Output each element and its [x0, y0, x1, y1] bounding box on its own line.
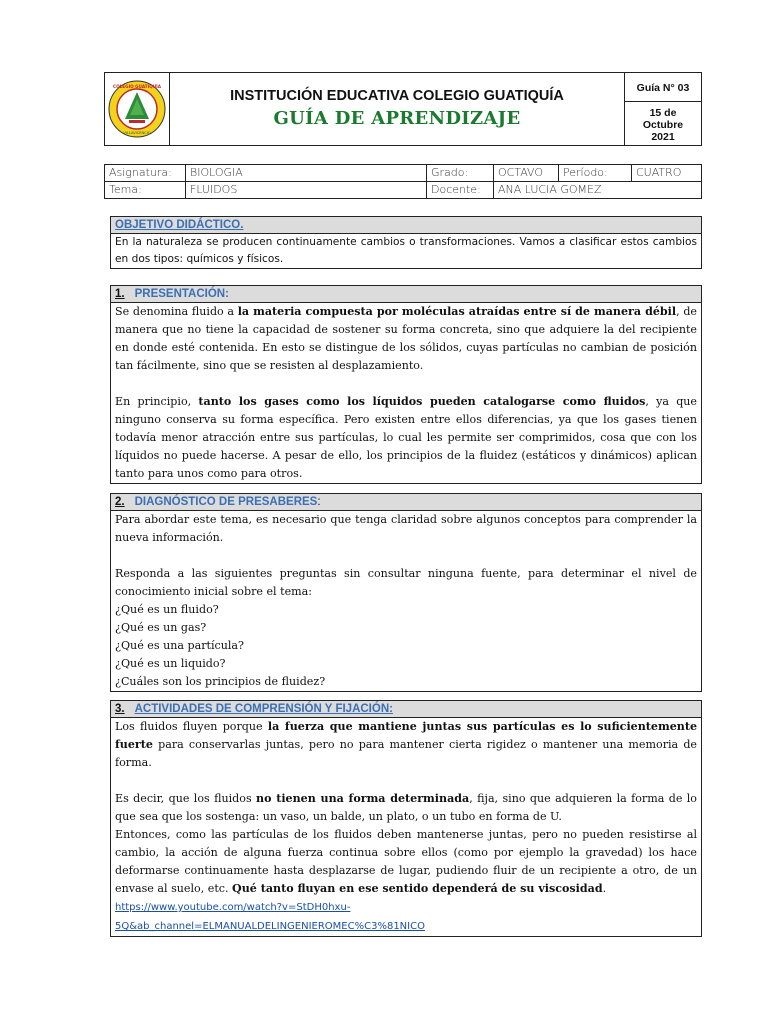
objective-section — [110, 216, 702, 269]
subject-value: BIOLOGIA — [186, 165, 427, 182]
bold-run: Qué tanto fluyan en ese sentido dependerá de su viscosidad — [232, 882, 603, 895]
grade-label: Grado: — [427, 165, 494, 182]
text-run: , de manera que no tiene la capacidad de sostener su forma concreta, sino que adquiere la del recipiente en donde esté contenida. En esto se distingue de los sólidos, cuyas partículas no cambian de posición tan fácilmente, sino que se resisten al desplazamiento. — [115, 305, 697, 372]
activities-header — [111, 701, 701, 718]
subject-label: Asignatura: — [105, 165, 186, 182]
date-line-3: 2021 — [651, 131, 675, 143]
activities-paragraph-2 — [115, 790, 697, 826]
text-run: Los fluidos fluyen porque — [115, 720, 268, 733]
diagnostic-instruction: Responda a las siguientes preguntas sin consultar ninguna fuente, para determinar el nivel de conocimiento inicial sobre el tema: — [115, 567, 697, 598]
guide-title: GUÍA DE APRENDIZAJE — [273, 108, 521, 129]
school-logo-icon — [107, 79, 167, 139]
period-label: Período: — [559, 165, 632, 182]
bold-run: la materia compuesta por moléculas atraídas entre sí de manera débil — [237, 305, 677, 318]
presentation-body — [111, 303, 701, 483]
guide-date — [624, 107, 702, 143]
video-link-block — [115, 898, 697, 936]
question-item: ¿Qué es un gas? — [115, 621, 207, 634]
question-item: ¿Qué es una partícula? — [115, 639, 244, 652]
objective-header — [111, 217, 701, 234]
text-run: , ya que ninguno conserva su forma específica. Pero existen entre ellos diferencias, ya que los gases tienen todavía menor atracción entre sus partículas, lo cual les permite ser comprimidos, cosa que con los líquidos no puede hacerse. A pesar de ello, los principios de la fluidez (estáticos y dinámicos) aplican tanto para unos como para otros. — [115, 395, 697, 480]
presentation-header — [111, 286, 701, 303]
text-run: . — [602, 882, 607, 895]
question-item: ¿Qué es un fluido? — [115, 603, 219, 616]
info-row-2 — [105, 182, 702, 199]
objective-text: En la naturaleza se producen continuamente cambios o transformaciones. Vamos a clasificar estos cambios en dos tipos: químicos y físicos. — [115, 236, 697, 265]
presentation-number: 1. — [115, 288, 125, 300]
activities-paragraph-3 — [115, 826, 697, 898]
institution-name: INSTITUCIÓN EDUCATIVA COLEGIO GUATIQUÍA — [230, 88, 564, 104]
date-line-2: Octubre — [642, 119, 684, 131]
teacher-label: Docente: — [427, 182, 494, 199]
objective-title: OBJETIVO DIDÁCTICO. — [115, 219, 244, 231]
topic-value: FLUIDOS — [186, 182, 427, 199]
info-row-1 — [105, 165, 702, 182]
activities-title: ACTIVIDADES DE COMPRENSIÓN Y FIJACIÓN: — [134, 703, 393, 715]
presentation-title: PRESENTACIÓN: — [134, 288, 229, 300]
activities-body — [111, 718, 701, 936]
diagnostic-header — [111, 494, 701, 511]
diagnostic-number: 2. — [115, 496, 125, 508]
teacher-value: ANA LUCIA GOMEZ — [494, 182, 702, 199]
diagnostic-title: DIAGNÓSTICO DE PRESABERES — [134, 496, 318, 508]
diagnostic-body — [111, 511, 701, 691]
topic-label: Tema: — [105, 182, 186, 199]
video-link-line-1[interactable]: https://www.youtube.com/watch?v=StDH0hxu- — [115, 902, 351, 913]
info-table — [104, 164, 702, 199]
text-run: Es decir, que los fluidos — [115, 792, 257, 805]
logo-text-bottom: VILLAVICENCIO — [123, 131, 151, 135]
date-line-1: 15 de — [649, 107, 677, 119]
logo-cell — [104, 72, 170, 146]
bold-run: la fuerza que mantiene juntas sus partículas es lo suficientemente fuerte — [115, 720, 698, 751]
text-run: Entonces, como las partículas de los fluidos deben mantenerse juntas, pero no pueden resistirse al cambio, la acción de alguna fuerza continua sobre ellos (como por ejemplo la gravedad) los hace deformarse continuamente hasta desplazarse de lugar, pudiendo fluir de un recipiente a otro, de un envase al suelo, etc. — [115, 828, 697, 895]
video-link-line-2[interactable]: 5Q&ab_channel=ELMANUALDELINGENIEROMEC%C3%81NICO — [115, 921, 425, 932]
text-run: , fija, sino que adquieren la forma de lo que sea que los sostenga: un vaso, un balde, un plato, o un tubo en forma de U. — [115, 792, 697, 823]
guide-number: Guía N° 03 — [636, 82, 690, 94]
grade-value: OCTAVO — [494, 165, 559, 182]
activities-number: 3. — [115, 703, 125, 715]
presentation-paragraph-1 — [115, 303, 697, 375]
bold-run: tanto los gases como los líquidos pueden catalogarse como fluidos — [198, 395, 646, 408]
question-item: ¿Qué es un liquido? — [115, 657, 226, 670]
text-run: para conservarlas juntas, pero no para mantener cierta rigidez o mantener una memoria de forma. — [115, 738, 697, 769]
presentation-section — [110, 285, 702, 484]
period-value: CUATRO — [632, 165, 702, 182]
activities-section — [110, 700, 702, 937]
logo-text-top: COLEGIO GUATIQUÍA — [113, 84, 161, 89]
diagnostic-intro: Para abordar este tema, es necesario que tenga claridad sobre algunos conceptos para comprender la nueva información. — [115, 513, 697, 544]
presentation-paragraph-2 — [115, 393, 697, 483]
activities-paragraph-1 — [115, 718, 697, 772]
text-run: En principio, — [115, 395, 199, 408]
objective-body — [111, 234, 701, 268]
text-run: Se denomina fluido a — [115, 305, 238, 318]
diagnostic-title-suffix: : — [317, 496, 321, 508]
question-item: ¿Cuáles son los principios de fluidez? — [115, 675, 326, 688]
bold-run: no tienen una forma determinada — [256, 792, 470, 805]
diagnostic-section — [110, 493, 702, 692]
